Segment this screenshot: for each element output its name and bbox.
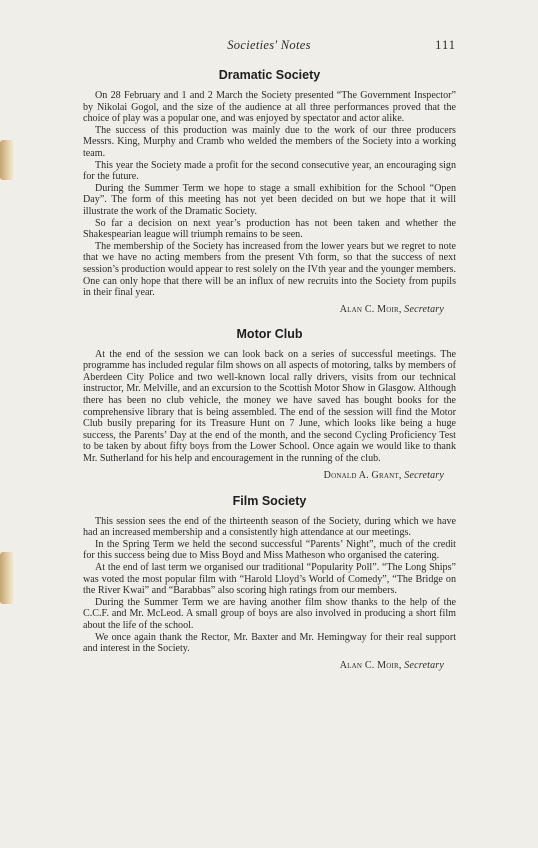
signature [83, 470, 444, 481]
section-title: Dramatic Society [218, 68, 321, 82]
running-title: Societies' Notes [227, 38, 311, 52]
section-title: Motor Club [236, 326, 303, 341]
paragraph: During the Summer Term we are having another film show thanks to the help of the C.C.F. and Mr. McLeod. A small group of boys are also involved in producing a short film about the life of the school. [83, 596, 456, 631]
signature-name: Alan C. Moir, [339, 659, 402, 671]
page-number: 111 [435, 38, 456, 52]
signature [83, 660, 444, 671]
section-dramatic-society [83, 68, 456, 315]
signature-name: Alan C. Moir, [339, 303, 402, 315]
paragraph: In the Spring Term we held the second successful “Parents’ Night”, much of the credit for this success being due to Miss Boyd and Miss Matheson who organised the catering. [83, 538, 456, 562]
section-motor-club [83, 327, 456, 481]
paragraph: At the end of the session we can look back on a series of successful meetings. The programme has included regular film shows on all aspects of motoring, talks by members of Aberdeen City Police and two well-known local rally drivers, visits from our technical instructor, Mr. Melville, and an excursion to the Scottish Motor Show in Glasgow. Although there has been no club vehicle, the money we have saved has bought books for the comprehensive library that is being assembled. The end of the session will find the Motor Club busily preparing for its Treasure Hunt on 7 June, which looks like being a huge success, the Parents’ Day at the end of the month, and the second Cycling Proficiency Test to be taken by about fifty boys from the Lower School. Once again we would like to thank Mr. Sutherland for his help and encouragement in the running of the club. [83, 348, 456, 465]
page-content [83, 64, 456, 671]
binding-stain [0, 140, 14, 180]
paragraph: We once again thank the Rector, Mr. Baxter and Mr. Hemingway for their real support and interest in the Society. [83, 631, 456, 655]
signature-role: Secretary [404, 659, 444, 671]
section-film-society [83, 494, 456, 671]
running-header [0, 38, 538, 54]
signature-role: Secretary [404, 469, 444, 481]
paragraph: This year the Society made a profit for the second consecutive year, an encouraging sign for the future. [83, 159, 456, 183]
section-title: Film Society [232, 493, 307, 508]
paragraph: The success of this production was mainly due to the work of our three producers Messrs. King, Murphy and Cramb who welded the members of the Society into a working team. [83, 124, 456, 159]
paragraph: On 28 February and 1 and 2 March the Society presented “The Government Inspector” by Nikolai Gogol, and the size of the audience at all three performances proved that the choice of play was a popular one, and was enjoyed by spectator and actor alike. [83, 90, 456, 125]
signature [83, 304, 444, 315]
paragraph: During the Summer Term we hope to stage a small exhibition for the School “Open Day”. The form of this meeting has not yet been decided on but we hope that it will illustrate the work of the Dramatic Society. [83, 182, 456, 217]
signature-name: Donald A. Grant, [323, 469, 402, 481]
signature-role: Secretary [404, 303, 444, 315]
paragraph: At the end of last term we organised our traditional “Popularity Poll”. “The Long Ships” was voted the most popular film with “Harold Lloyd’s World of Comedy”, “The Bridge on the River Kwai” and “Barabbas” also scoring high ratings from our members. [83, 562, 456, 597]
paragraph: The membership of the Society has increased from the lower years but we regret to note that we have no acting members from the present Vth form, so that the success of next session’s production would appear to rest solely on the IVth year and the younger members. One can only hope that there will be an influx of new recruits into the Society from pupils in their final year. [83, 240, 456, 299]
binding-stain [0, 552, 14, 604]
paragraph: This session sees the end of the thirteenth season of the Society, during which we have had an increased membership and a consistently high attendance at our meetings. [83, 515, 456, 539]
paragraph: So far a decision on next year’s production has not been taken and whether the Shakespearian league will triumph remains to be seen. [83, 217, 456, 241]
